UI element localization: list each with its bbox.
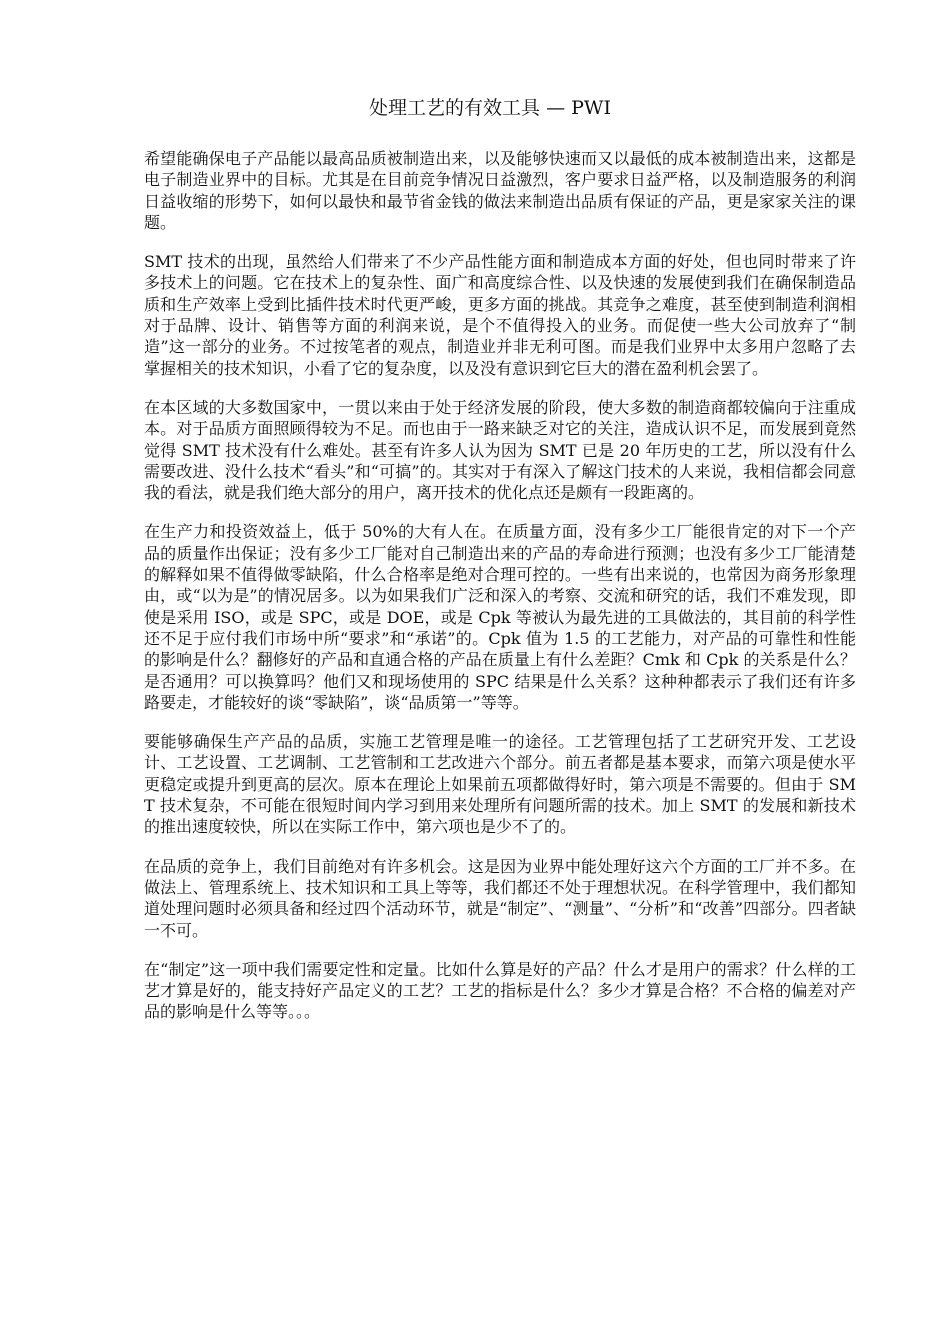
document-title: 处理工艺的有效工具 — PWI (369, 97, 611, 119)
paragraph-3: 在本区域的大多数国家中，一贯以来由于处于经济发展的阶段，使大多数的制造商都较偏向于注重成本。对于品质方面照顾得较为不足。而也由于一路来缺乏对它的关注，造成认识不足，而发展到竟然觉得 SMT 技术没有什么难处。甚至有许多人认为因为 SMT 已是 20 年历史的工艺，所以没有什么需要改进、没什么技术“看头”和“可搞”的。其实对于有深入了解这门技术的人来说，我相信都会同意我的看法，就是我们绝大部分的用户，离开技术的优化点还是颇有一段距离的。 (144, 397, 856, 503)
paragraph-6: 在品质的竞争上，我们目前绝对有许多机会。这是因为业界中能处理好这六个方面的工厂并不多。在做法上、管理系统上、技术知识和工具上等等，我们都还不处于理想状况。在科学管理中，我们都知道处理问题时必须具备和经过四个活动环节，就是“制定”、“测量”、“分析”和“改善”四部分。四者缺一不可。 (144, 856, 856, 940)
paragraph-4: 在生产力和投资效益上，低于 50%的大有人在。在质量方面，没有多少工厂能很肯定的对下一个产品的质量作出保证；没有多少工厂能对自己制造出来的产品的寿命进行预测；也没有多少工厂能清楚的解释如果不值得做零缺陷，什么合格率是绝对合理可控的。一些有出来说的，也常因为商务形象理由，或“以为是”的情况居多。以为如果我们广泛和深入的考察、交流和研究的话，我们不难发现，即使是采用 ISO，或是 SPC，或是 DOE，或是 Cpk 等被认为最先进的工具做法的，其目前的科学性还不足于应付我们市场中所“要求”和“承诺”的。Cpk 值为 1.5 的工艺能力，对产品的可靠性和性能的影响是什么？翻修好的产品和直通合格的产品在质量上有什么差距？Cmk 和 Cpk 的关系是什么？是否通用？可以换算吗？他们又和现场使用的 SPC 结果是什么关系？这种种都表示了我们还有许多路要走，才能较好的谈“零缺陷”，谈“品质第一”等等。 (144, 522, 856, 712)
paragraph-7: 在“制定”这一项中我们需要定性和定量。比如什么算是好的产品？什么才是用户的需求？什么样的工艺才算是好的，能支持好产品定义的工艺？工艺的指标是什么？多少才算是合格？不合格的偏差对产品的影响是什么等等。。。 (144, 959, 856, 1022)
document-body (144, 148, 856, 1041)
paragraph-2: SMT 技术的出现，虽然给人们带来了不少产品性能方面和制造成本方面的好处，但也同时带来了许多技术上的问题。它在技术上的复杂性、面广和高度综合性、以及快速的发展使到我们在确保制造品质和生产效率上受到比插件技术时代更严峻，更多方面的挑战。其竞争之难度，甚至使到制造利润相对于品牌、设计、销售等方面的利润来说，是个不值得投入的业务。而促使一些大公司放弃了“制造”这一部分的业务。不过按笔者的观点，制造业并非无利可图。而是我们业界中太多用户忽略了去掌握相关的技术知识，小看了它的复杂度，以及没有意识到它巨大的潜在盈利机会罢了。 (144, 252, 856, 378)
paragraph-5: 要能够确保生产产品的品质，实施工艺管理是唯一的途径。工艺管理包括了工艺研究开发、工艺设计、工艺设置、工艺调制、工艺管制和工艺改进六个部分。前五者都是基本要求，而第六项是使水平更稳定或提升到更高的层次。原本在理论上如果前五项都做得好时，第六项是不需要的。但由于 SMT 技术复杂，不可能在很短时间内学习到用来处理所有问题所需的技术。加上 SMT 的发展和新技术的推出速度较快，所以在实际工作中，第六项也是少不了的。 (144, 732, 856, 837)
paragraph-1: 希望能确保电子产品能以最高品质被制造出来，以及能够快速而又以最低的成本被制造出来，这都是电子制造业界中的目标。尤其是在目前竞争情况日益激烈，客户要求日益严格，以及制造服务的利润日益收缩的形势下，如何以最快和最节省金钱的做法来制造出品质有保证的产品，更是家家关注的课题。 (144, 149, 856, 232)
